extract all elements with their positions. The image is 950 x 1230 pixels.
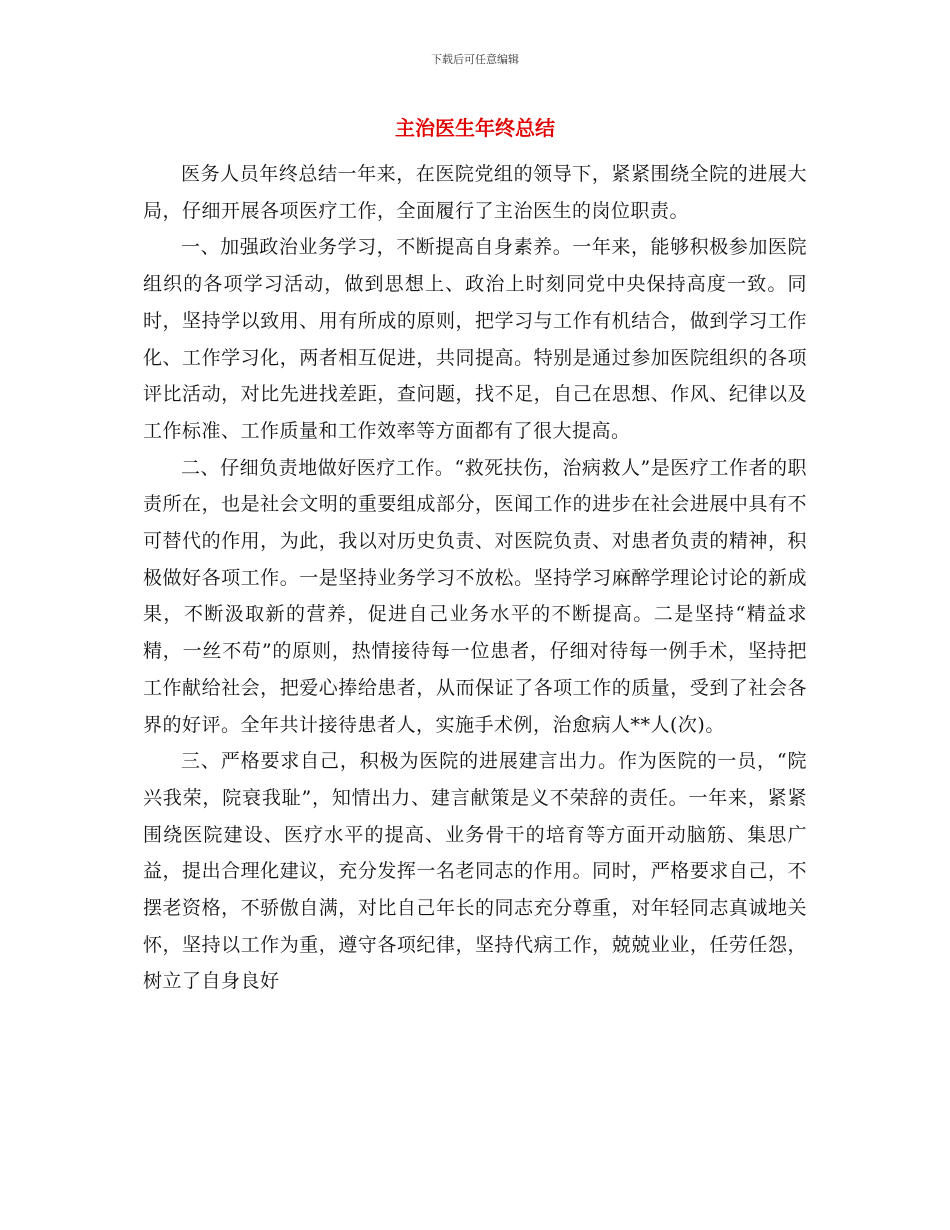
- document-body: [143, 156, 807, 1000]
- paragraph-section-1: 一、加强政治业务学习，不断提高自身素养。一年来，能够积极参加医院组织的各项学习活动，做到思想上、政治上时刻同党中央保持高度一致。同时，坚持学以致用、用有所成的原则，把学习与工作有机结合，做到学习工作化、工作学习化，两者相互促进，共同提高。特别是通过参加医院组织的各项评比活动，对比先进找差距，查问题，找不足，自己在思想、作风、纪律以及工作标准、工作质量和工作效率等方面都有了很大提高。: [143, 236, 807, 442]
- paragraph-section-3: 三、严格要求自己，积极为医院的进展建言出力。作为医院的一员，“院兴我荣，院衰我耻”，知情出力、建言献策是义不荣辞的责任。一年来，紧紧围绕医院建设、医疗水平的提高、业务骨干的培育等方面开动脑筋、集思广益，提出合理化建议，充分发挥一名老同志的作用。同时，严格要求自己，不摆老资格，不骄傲自满，对比自己年长的同志充分尊重，对年轻同志真诚地关怀，坚持以工作为重，遵守各项纪律，坚持代病工作，兢兢业业，任劳任怨，树立了自身良好: [143, 750, 807, 993]
- paragraph-intro: 医务人员年终总结一年来，在医院党组的领导下，紧紧围绕全院的进展大局，仔细开展各项医疗工作，全面履行了主治医生的岗位职责。: [143, 163, 807, 222]
- header-note: 下载后可任意编辑: [431, 53, 519, 66]
- document-title: 主治医生年终总结: [395, 116, 555, 140]
- paragraph-section-2: 二、仔细负责地做好医疗工作。“救死扶伤，治病救人”是医疗工作者的职责所在，也是社会文明的重要组成部分，医闻工作的进步在社会进展中具有不可替代的作用，为此，我以对历史负责、对医院负责、对患者负责的精神，积极做好各项工作。一是坚持业务学习不放松。坚持学习麻醉学理论讨论的新成果，不断汲取新的营养，促进自己业务水平的不断提高。二是坚持“精益求精，一丝不苟”的原则，热情接待每一位患者，仔细对待每一例手术，坚持把工作献给社会，把爱心捧给患者，从而保证了各项工作的质量，受到了社会各界的好评。全年共计接待患者人，实施手术例，治愈病人**人(次)。: [143, 456, 807, 736]
